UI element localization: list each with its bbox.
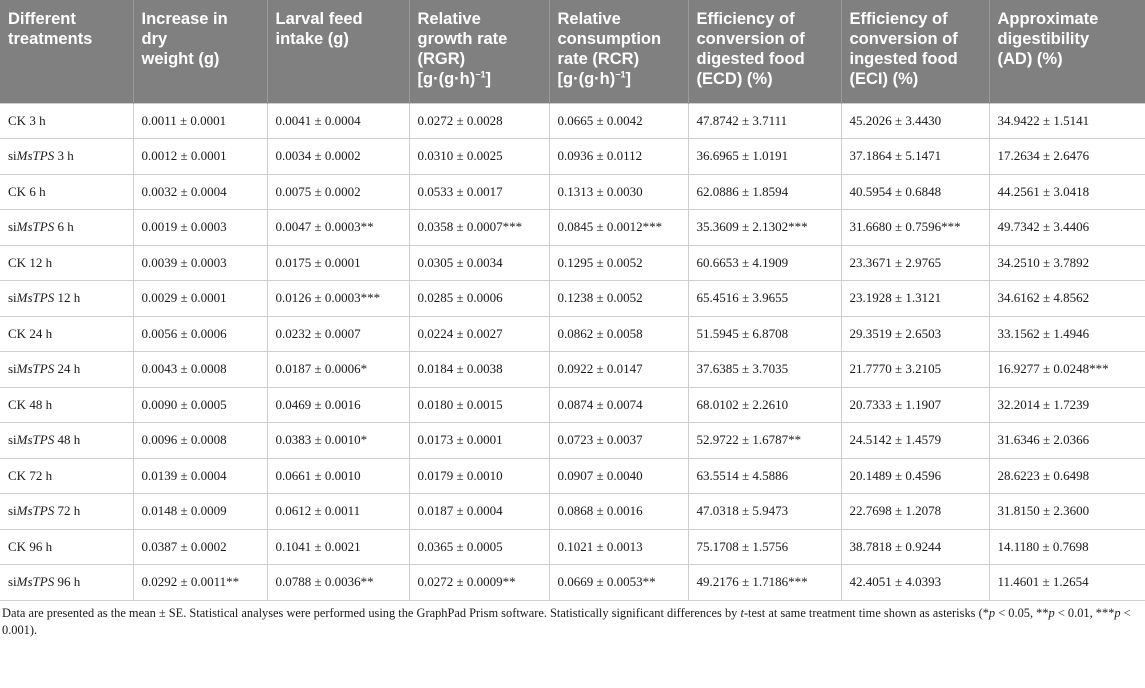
value-cell: 0.0936 ± 0.0112 bbox=[549, 139, 688, 175]
value-cell: 0.0661 ± 0.0010 bbox=[267, 458, 409, 494]
value-cell: 47.8742 ± 3.7111 bbox=[688, 103, 841, 139]
value-cell: 0.0723 ± 0.0037 bbox=[549, 423, 688, 459]
treatment-cell: CK 6 h bbox=[0, 174, 133, 210]
gene-name: MsTPS bbox=[16, 219, 55, 235]
value-cell: 37.1864 ± 5.1471 bbox=[841, 139, 989, 175]
value-cell: 0.0285 ± 0.0006 bbox=[409, 281, 549, 317]
value-cell: 42.4051 ± 4.0393 bbox=[841, 565, 989, 601]
value-cell: 63.5514 ± 4.5886 bbox=[688, 458, 841, 494]
treatment-cell: siMsTPS 12 h bbox=[0, 281, 133, 317]
value-cell: 0.1041 ± 0.0021 bbox=[267, 529, 409, 565]
value-cell: 0.0075 ± 0.0002 bbox=[267, 174, 409, 210]
value-cell: 0.0175 ± 0.0001 bbox=[267, 245, 409, 281]
value-cell: 52.9722 ± 1.6787** bbox=[688, 423, 841, 459]
value-cell: 0.1313 ± 0.0030 bbox=[549, 174, 688, 210]
table-footnote: Data are presented as the mean ± SE. Statistical analyses were performed using the GraphPad Prism software. Statistically significant differences by t-test at same treatment time shown as asterisks (*p < 0.05, **p < 0.01, ***p < 0.001). bbox=[2, 605, 1131, 637]
table-row bbox=[0, 387, 1145, 423]
value-cell: 17.2634 ± 2.6476 bbox=[989, 139, 1145, 175]
value-cell: 0.0272 ± 0.0009** bbox=[409, 565, 549, 601]
value-cell: 24.5142 ± 1.4579 bbox=[841, 423, 989, 459]
value-cell: 40.5954 ± 0.6848 bbox=[841, 174, 989, 210]
value-cell: 0.0305 ± 0.0034 bbox=[409, 245, 549, 281]
treatment-cell: siMsTPS 24 h bbox=[0, 352, 133, 388]
value-cell: 68.0102 ± 2.2610 bbox=[688, 387, 841, 423]
value-cell: 0.0187 ± 0.0004 bbox=[409, 494, 549, 530]
header-row bbox=[0, 0, 1145, 103]
gene-name: MsTPS bbox=[16, 290, 55, 306]
value-cell: 0.0011 ± 0.0001 bbox=[133, 103, 267, 139]
value-cell: 0.0047 ± 0.0003** bbox=[267, 210, 409, 246]
value-cell: 0.0043 ± 0.0008 bbox=[133, 352, 267, 388]
value-cell: 0.0012 ± 0.0001 bbox=[133, 139, 267, 175]
table-row bbox=[0, 210, 1145, 246]
value-cell: 0.0173 ± 0.0001 bbox=[409, 423, 549, 459]
value-cell: 0.0469 ± 0.0016 bbox=[267, 387, 409, 423]
value-cell: 0.0090 ± 0.0005 bbox=[133, 387, 267, 423]
value-cell: 0.0126 ± 0.0003*** bbox=[267, 281, 409, 317]
value-cell: 0.0612 ± 0.0011 bbox=[267, 494, 409, 530]
column-header: Efficiency of conversion of ingested food (ECI) (%) bbox=[841, 0, 989, 103]
value-cell: 34.6162 ± 4.8562 bbox=[989, 281, 1145, 317]
value-cell: 60.6653 ± 4.1909 bbox=[688, 245, 841, 281]
treatment-cell: CK 3 h bbox=[0, 103, 133, 139]
gene-name: MsTPS bbox=[16, 574, 55, 590]
column-header: Relative consumption rate (RCR) $[g\cdot(g\cdot h)^{-1}]$ bbox=[549, 0, 688, 103]
value-cell: 0.0310 ± 0.0025 bbox=[409, 139, 549, 175]
value-cell: 31.6346 ± 2.0366 bbox=[989, 423, 1145, 459]
table-row bbox=[0, 174, 1145, 210]
column-header: Increase in dry weight (g) bbox=[133, 0, 267, 103]
value-cell: 0.1295 ± 0.0052 bbox=[549, 245, 688, 281]
table-row bbox=[0, 281, 1145, 317]
value-cell: 0.0034 ± 0.0002 bbox=[267, 139, 409, 175]
gene-name: MsTPS bbox=[16, 361, 55, 377]
value-cell: 0.0365 ± 0.0005 bbox=[409, 529, 549, 565]
gene-name: MsTPS bbox=[16, 148, 55, 164]
value-cell: 0.0224 ± 0.0027 bbox=[409, 316, 549, 352]
value-cell: 0.0232 ± 0.0007 bbox=[267, 316, 409, 352]
gene-name: MsTPS bbox=[16, 432, 55, 448]
value-cell: 49.7342 ± 3.4406 bbox=[989, 210, 1145, 246]
table-row bbox=[0, 529, 1145, 565]
value-cell: 0.0845 ± 0.0012*** bbox=[549, 210, 688, 246]
value-cell: 34.2510 ± 3.7892 bbox=[989, 245, 1145, 281]
value-cell: 23.1928 ± 1.3121 bbox=[841, 281, 989, 317]
table-row bbox=[0, 316, 1145, 352]
gene-name: MsTPS bbox=[16, 503, 55, 519]
table-header bbox=[0, 0, 1145, 103]
value-cell: 38.7818 ± 0.9244 bbox=[841, 529, 989, 565]
treatment-cell: siMsTPS 96 h bbox=[0, 565, 133, 601]
value-cell: 75.1708 ± 1.5756 bbox=[688, 529, 841, 565]
treatment-cell: siMsTPS 3 h bbox=[0, 139, 133, 175]
value-cell: 0.0148 ± 0.0009 bbox=[133, 494, 267, 530]
value-cell: 20.7333 ± 1.1907 bbox=[841, 387, 989, 423]
treatment-cell: CK 48 h bbox=[0, 387, 133, 423]
value-cell: 0.0387 ± 0.0002 bbox=[133, 529, 267, 565]
value-cell: 51.5945 ± 6.8708 bbox=[688, 316, 841, 352]
column-header: Relative growth rate (RGR) $[g\cdot(g\cdot h)^{-1}]$ bbox=[409, 0, 549, 103]
value-cell: 0.0922 ± 0.0147 bbox=[549, 352, 688, 388]
value-cell: 0.0179 ± 0.0010 bbox=[409, 458, 549, 494]
value-cell: 29.3519 ± 2.6503 bbox=[841, 316, 989, 352]
table-body bbox=[0, 103, 1145, 600]
value-cell: 45.2026 ± 3.4430 bbox=[841, 103, 989, 139]
value-cell: 0.0180 ± 0.0015 bbox=[409, 387, 549, 423]
column-header: Approximate digestibility (AD) (%) bbox=[989, 0, 1145, 103]
value-cell: 23.3671 ± 2.9765 bbox=[841, 245, 989, 281]
value-cell: 35.3609 ± 2.1302*** bbox=[688, 210, 841, 246]
value-cell: 44.2561 ± 3.0418 bbox=[989, 174, 1145, 210]
value-cell: 0.0788 ± 0.0036** bbox=[267, 565, 409, 601]
value-cell: 0.0665 ± 0.0042 bbox=[549, 103, 688, 139]
value-cell: 33.1562 ± 1.4946 bbox=[989, 316, 1145, 352]
value-cell: 47.0318 ± 5.9473 bbox=[688, 494, 841, 530]
value-cell: 32.2014 ± 1.7239 bbox=[989, 387, 1145, 423]
value-cell: 0.0187 ± 0.0006* bbox=[267, 352, 409, 388]
value-cell: 37.6385 ± 3.7035 bbox=[688, 352, 841, 388]
treatment-cell: siMsTPS 72 h bbox=[0, 494, 133, 530]
value-cell: 65.4516 ± 3.9655 bbox=[688, 281, 841, 317]
value-cell: 36.6965 ± 1.0191 bbox=[688, 139, 841, 175]
treatment-cell: siMsTPS 6 h bbox=[0, 210, 133, 246]
table-row bbox=[0, 565, 1145, 601]
table-row bbox=[0, 352, 1145, 388]
value-cell: 21.7770 ± 3.2105 bbox=[841, 352, 989, 388]
value-cell: 0.0669 ± 0.0053** bbox=[549, 565, 688, 601]
treatment-cell: CK 12 h bbox=[0, 245, 133, 281]
value-cell: 0.0056 ± 0.0006 bbox=[133, 316, 267, 352]
treatment-cell: siMsTPS 48 h bbox=[0, 423, 133, 459]
value-cell: 0.0032 ± 0.0004 bbox=[133, 174, 267, 210]
treatment-cell: CK 72 h bbox=[0, 458, 133, 494]
value-cell: 0.0184 ± 0.0038 bbox=[409, 352, 549, 388]
table-row bbox=[0, 423, 1145, 459]
treatment-cell: CK 24 h bbox=[0, 316, 133, 352]
table-row bbox=[0, 103, 1145, 139]
value-cell: 16.9277 ± 0.0248*** bbox=[989, 352, 1145, 388]
table-row bbox=[0, 494, 1145, 530]
value-cell: 0.0383 ± 0.0010* bbox=[267, 423, 409, 459]
value-cell: 34.9422 ± 1.5141 bbox=[989, 103, 1145, 139]
value-cell: 0.0907 ± 0.0040 bbox=[549, 458, 688, 494]
value-cell: 0.0019 ± 0.0003 bbox=[133, 210, 267, 246]
value-cell: 0.0874 ± 0.0074 bbox=[549, 387, 688, 423]
value-cell: 0.0139 ± 0.0004 bbox=[133, 458, 267, 494]
value-cell: 0.0272 ± 0.0028 bbox=[409, 103, 549, 139]
value-cell: 0.0533 ± 0.0017 bbox=[409, 174, 549, 210]
value-cell: 62.0886 ± 1.8594 bbox=[688, 174, 841, 210]
value-cell: 14.1180 ± 0.7698 bbox=[989, 529, 1145, 565]
value-cell: 0.1021 ± 0.0013 bbox=[549, 529, 688, 565]
value-cell: 0.0029 ± 0.0001 bbox=[133, 281, 267, 317]
value-cell: 0.0862 ± 0.0058 bbox=[549, 316, 688, 352]
table-row bbox=[0, 245, 1145, 281]
value-cell: 20.1489 ± 0.4596 bbox=[841, 458, 989, 494]
value-cell: 0.0868 ± 0.0016 bbox=[549, 494, 688, 530]
table-row bbox=[0, 139, 1145, 175]
table-row bbox=[0, 458, 1145, 494]
value-cell: 0.0039 ± 0.0003 bbox=[133, 245, 267, 281]
value-cell: 0.0292 ± 0.0011** bbox=[133, 565, 267, 601]
treatment-cell: CK 96 h bbox=[0, 529, 133, 565]
column-header: Efficiency of conversion of digested food (ECD) (%) bbox=[688, 0, 841, 103]
value-cell: 22.7698 ± 1.2078 bbox=[841, 494, 989, 530]
column-header: Different treatments bbox=[0, 0, 133, 103]
value-cell: 31.8150 ± 2.3600 bbox=[989, 494, 1145, 530]
value-cell: 31.6680 ± 0.7596*** bbox=[841, 210, 989, 246]
value-cell: 0.1238 ± 0.0052 bbox=[549, 281, 688, 317]
value-cell: 0.0041 ± 0.0004 bbox=[267, 103, 409, 139]
value-cell: 0.0358 ± 0.0007*** bbox=[409, 210, 549, 246]
value-cell: 28.6223 ± 0.6498 bbox=[989, 458, 1145, 494]
column-header: Larval feed intake (g) bbox=[267, 0, 409, 103]
value-cell: 11.4601 ± 1.2654 bbox=[989, 565, 1145, 601]
value-cell: 0.0096 ± 0.0008 bbox=[133, 423, 267, 459]
value-cell: 49.2176 ± 1.7186*** bbox=[688, 565, 841, 601]
